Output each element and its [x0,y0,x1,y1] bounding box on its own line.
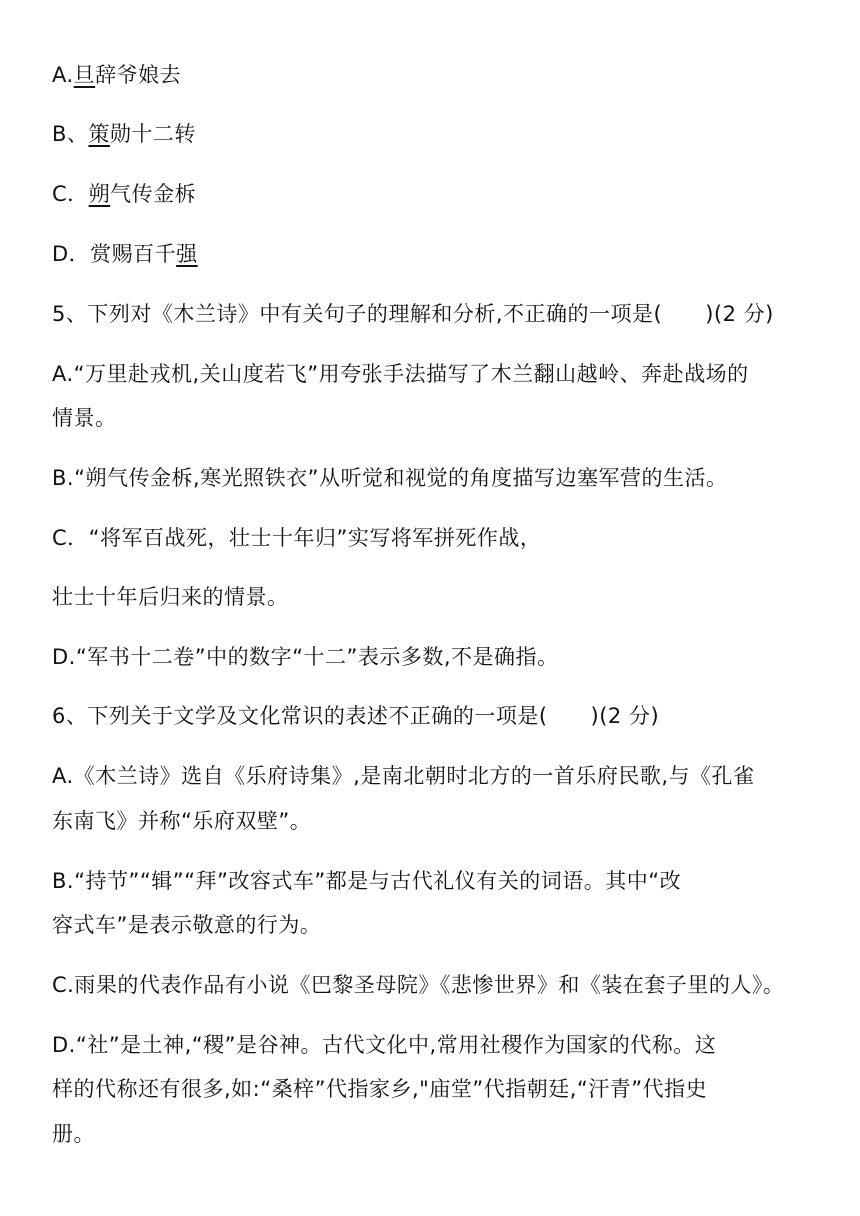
question-5-option-b: B.“朔气传金柝,寒光照铁衣”从听觉和视觉的角度描写边塞军营的生活。 [52,466,728,490]
question-6-stem: 6、下列关于文学及文化常识的表述不正确的一项是( )(2 分) [52,704,660,728]
question-5-stem: 5、下列对《木兰诗》中有关句子的理解和分析,不正确的一项是( )(2 分) [52,302,774,326]
question-5-option-a-continued: 情景。 [52,406,117,430]
question-6-option-d-end: 册。 [52,1122,95,1146]
question-6-option-d-continued: 样的代称还有很多,如:“桑梓”代指家乡,"庙堂”代指朝廷,“汗青”代指史 [52,1077,708,1101]
question-5-option-d: D.“军书十二卷”中的数字“十二”表示多数,不是确指。 [52,645,559,669]
option-prefix: A. [52,63,74,87]
option-text: 辞爷娘去 [95,63,182,87]
underlined-character: 策 [88,122,110,146]
option-b-line [52,104,812,164]
option-prefix: C． [52,182,89,206]
option-c-line [52,164,812,224]
question-6-option-d: D.“社”是土神,“稷”是谷神。古代文化中,常用社稷作为国家的代称。这 [52,1033,717,1057]
question-5-option-a: A.“万里赴戎机,关山度若飞”用夸张手法描写了木兰翻山越岭、奔赴战场的 [52,362,749,386]
question-6-option-a-continued: 东南飞》并称“乐府双壁”。 [52,809,312,833]
question-6-option-c: C.雨果的代表作品有小说《巴黎圣母院》《悲惨世界》和《装在套子里的人》。 [52,973,785,997]
question-5-option-c: C．“将军百战死，壮士十年归”实写将军拼死作战， [52,526,542,550]
option-text: 勋十二转 [109,122,196,146]
underlined-character: 旦 [73,63,96,87]
option-prefix: D．赏赐百千 [52,242,177,266]
underlined-character: 强 [176,242,198,266]
option-text: 气传金柝 [110,182,197,206]
option-prefix: B、 [52,122,89,146]
question-5-option-c-continued: 壮士十年后归来的情景。 [52,585,289,609]
underlined-character: 朔 [88,182,111,206]
option-a-line [52,45,812,105]
question-6-option-a: A.《木兰诗》选自《乐府诗集》,是南北朝时北方的一首乐府民歌,与《孔雀 [52,764,755,788]
question-6-option-b: B.“持节”“辑”“拜”改容式车”都是与古代礼仪有关的词语。其中“改 [52,869,682,893]
question-6-option-b-continued: 容式车”是表示敬意的行为。 [52,913,322,937]
option-d-line [52,224,812,284]
